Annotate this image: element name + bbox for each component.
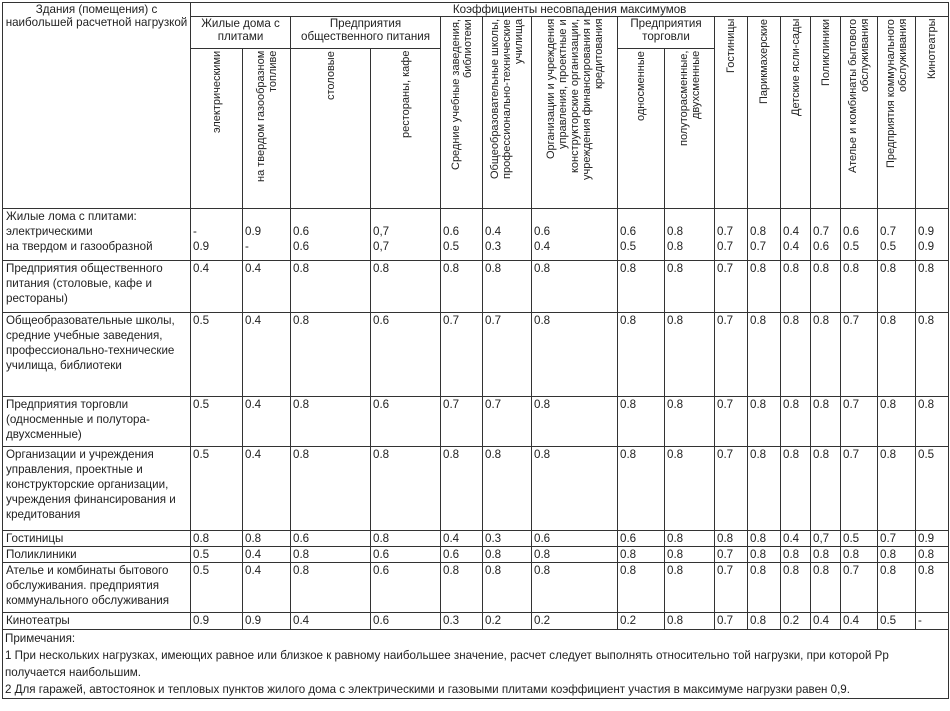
value-cell: 0.8 (748, 447, 781, 531)
value-cell: 0.8 (532, 313, 618, 397)
value-cell: 0.8 (665, 547, 715, 563)
value-cell: 0.2 (483, 613, 532, 630)
col-header-4: Средние учебные заведения, библиотеки (441, 17, 483, 209)
value-cell: 0.6 0.5 (618, 209, 665, 261)
value-cell: 0.7 (483, 313, 532, 397)
value-cell: 0.7 (715, 313, 748, 397)
col-header-14: Предприятия коммунального обслуживания (878, 17, 916, 209)
col-header-2: столовые (291, 49, 371, 209)
value-cell: 0.8 (532, 261, 618, 313)
value-cell: 0.5 (191, 563, 243, 613)
group-residential: Жилые дома с плитами (191, 17, 291, 49)
value-cell: 0.8 (291, 547, 371, 563)
row-label: Предприятия общественного питания (столовые, кафе и рестораны) (3, 261, 191, 313)
value-cell: 0.8 (811, 447, 841, 531)
col-header-12: Поликлиники (811, 17, 841, 209)
value-cell: 0.4 (811, 613, 841, 630)
value-cell: 0.8 (916, 397, 949, 447)
value-cell: 0,7 0,7 (371, 209, 441, 261)
value-cell: 0.8 (291, 447, 371, 531)
value-cell: 0.6 0.6 (291, 209, 371, 261)
col-header-1: на твердом газообразном топливе (243, 49, 291, 209)
value-cell: 0.8 (878, 547, 916, 563)
value-cell: 0.5 (191, 313, 243, 397)
value-cell: 0.4 (243, 313, 291, 397)
value-cell: 0.8 (916, 547, 949, 563)
row-label: Общеобразовательные школы, средние учебные заведения, профессионально-технические училища, библиотеки (3, 313, 191, 397)
value-cell: 0.4 0.4 (781, 209, 811, 261)
value-cell: 0.8 (291, 261, 371, 313)
value-cell: 0.7 (483, 397, 532, 447)
col-header-11: Детские ясли-сады (781, 17, 811, 209)
value-cell: 0.7 (878, 531, 916, 547)
value-cell: 0.8 (748, 313, 781, 397)
value-cell: 0.6 (618, 531, 665, 547)
table-row (3, 313, 949, 397)
value-cell: 0.6 (371, 613, 441, 630)
value-cell: 0.8 (665, 613, 715, 630)
value-cell: 0.9 - (243, 209, 291, 261)
value-cell: 0.9 (916, 531, 949, 547)
value-cell: 0.8 (243, 531, 291, 547)
value-cell: 0.8 0.8 (665, 209, 715, 261)
row-label: Ателье и комбинаты бытового обслуживания. предприятия коммунального обслуживания (3, 563, 191, 613)
value-cell: 0.8 (811, 397, 841, 447)
value-cell: 0.6 0.5 (841, 209, 878, 261)
value-cell: 0.7 (841, 563, 878, 613)
value-cell: 0.7 (715, 447, 748, 531)
value-cell: 0.8 (781, 261, 811, 313)
table-row (3, 261, 949, 313)
value-cell: 0.6 (532, 531, 618, 547)
notes (3, 630, 949, 699)
value-cell: 0.8 (916, 313, 949, 397)
value-cell: 0.8 (748, 397, 781, 447)
value-cell: 0.8 (715, 531, 748, 547)
value-cell: 0.8 (441, 563, 483, 613)
col-header-15: Кинотеатры (916, 17, 949, 209)
value-cell: 0.7 (715, 547, 748, 563)
value-cell: 0.4 (243, 261, 291, 313)
value-cell: 0.8 (811, 547, 841, 563)
value-cell: 0.8 (781, 313, 811, 397)
value-cell: 0.5 (878, 613, 916, 630)
value-cell: 0.8 (532, 547, 618, 563)
value-cell: 0.8 (781, 563, 811, 613)
note-n2: 2 Для гаражей, автостоянок и тепловых пунктов жилого дома с электрическими и газовыми плитами коэффициент участия в максимуме нагрузки равен 0,9. (5, 683, 850, 696)
value-cell: 0.8 (371, 447, 441, 531)
value-cell: 0.8 (811, 563, 841, 613)
row-label: Организации и учреждения управления, проектные и конструкторские организации, учреждения финансирования и кредитования (3, 447, 191, 531)
value-cell: 0.4 (441, 531, 483, 547)
col-header-10: Парикмахерские (748, 17, 781, 209)
value-cell: 0.8 (841, 261, 878, 313)
value-cell: 0.6 (371, 313, 441, 397)
value-cell: 0.4 (243, 563, 291, 613)
value-cell: 0.8 0.7 (748, 209, 781, 261)
value-cell: 0.8 (878, 563, 916, 613)
col-header-3: рестораны, кафе (371, 49, 441, 209)
value-cell: 0.9 0.9 (916, 209, 949, 261)
value-cell: 0.4 (781, 531, 811, 547)
value-cell: 0.4 0.3 (483, 209, 532, 261)
value-cell: 0.4 (191, 261, 243, 313)
value-cell: 0.6 0.5 (441, 209, 483, 261)
value-cell: 0.5 (191, 547, 243, 563)
value-cell: 0.8 (532, 563, 618, 613)
value-cell: 0.7 (715, 563, 748, 613)
value-cell: - (916, 613, 949, 630)
value-cell: 0.8 (665, 447, 715, 531)
value-cell: 0.8 (291, 397, 371, 447)
value-cell: 0.6 (291, 531, 371, 547)
value-cell: 0.8 (841, 547, 878, 563)
value-cell: 0.8 (291, 313, 371, 397)
table-row (3, 447, 949, 531)
table-row (3, 563, 949, 613)
value-cell: 0.8 (665, 313, 715, 397)
value-cell: - 0.9 (191, 209, 243, 261)
row-label: Кинотеатры (3, 613, 191, 630)
value-cell: 0.7 (841, 397, 878, 447)
value-cell: 0.8 (878, 313, 916, 397)
value-cell: 0.8 (483, 563, 532, 613)
value-cell: 0.7 (841, 313, 878, 397)
value-cell: 0.4 (243, 547, 291, 563)
value-cell: 0.8 (748, 531, 781, 547)
value-cell: 0.5 (916, 447, 949, 531)
value-cell: 0.8 (748, 261, 781, 313)
value-cell: 0.8 (748, 613, 781, 630)
value-cell: 0.2 (532, 613, 618, 630)
value-cell: 0.5 (191, 397, 243, 447)
value-cell: 0.4 (291, 613, 371, 630)
value-cell: 0.8 (483, 547, 532, 563)
table-row (3, 547, 949, 563)
value-cell: 0.3 (483, 531, 532, 547)
note-title: Примечания: (5, 632, 76, 645)
value-cell: 0.8 (878, 261, 916, 313)
value-cell: 0.8 (618, 563, 665, 613)
value-cell: 0.6 0.4 (532, 209, 618, 261)
value-cell: 0.7 (841, 447, 878, 531)
value-cell: 0.9 (191, 613, 243, 630)
note-n1: 1 При нескольких нагрузках, имеющих равное или близкое к равному наибольшее значение, расчет следует выполнять относительно той нагрузки, при которой Рр получается наибольшим. (5, 649, 889, 679)
value-cell: 0.8 (618, 547, 665, 563)
col-header-5: Общеобразовательные школы, профессионально-технические училища (483, 17, 532, 209)
value-cell: 0.7 (441, 313, 483, 397)
value-cell: 0.8 (618, 313, 665, 397)
notes-row (3, 630, 949, 699)
value-cell: 0.8 (878, 397, 916, 447)
value-cell: 0.7 (715, 397, 748, 447)
value-cell: 0.6 (371, 397, 441, 447)
value-cell: 0.7 (441, 397, 483, 447)
value-cell: 0.8 (371, 531, 441, 547)
value-cell: 0.8 (665, 563, 715, 613)
col-header-7: односменные (618, 49, 665, 209)
row-label: Гостиницы (3, 531, 191, 547)
value-cell: 0.8 (665, 531, 715, 547)
coefficients-table (2, 2, 949, 699)
value-cell: 0.8 (618, 261, 665, 313)
value-cell: 0.6 (371, 563, 441, 613)
value-cell: 0.8 (532, 447, 618, 531)
value-cell: 0.3 (441, 613, 483, 630)
row-label: Предприятия торговли (односменные и полутора-двухсменные) (3, 397, 191, 447)
value-cell: 0.8 (811, 313, 841, 397)
value-cell: 0.8 (191, 531, 243, 547)
value-cell: 0.8 (532, 397, 618, 447)
value-cell: 0.8 (878, 447, 916, 531)
value-cell: 0.8 (618, 397, 665, 447)
value-cell: 0.7 (715, 261, 748, 313)
col-header-0: электрическими (191, 49, 243, 209)
value-cell: 0.8 (781, 397, 811, 447)
value-cell: 0.4 (841, 613, 878, 630)
col-header-9: Гостиницы (715, 17, 748, 209)
table-row (3, 531, 949, 547)
corner-header: Здания (помещения) с наибольшей расчетной нагрузкой (3, 3, 191, 209)
value-cell: 0.8 (781, 547, 811, 563)
value-cell: 0.8 (781, 447, 811, 531)
value-cell: 0.6 (441, 547, 483, 563)
value-cell: 0.7 (715, 613, 748, 630)
value-cell: 0.5 (191, 447, 243, 531)
main-header: Коэффициенты несовпадения максимумов (191, 3, 949, 17)
value-cell: 0.8 (748, 547, 781, 563)
table-row (3, 397, 949, 447)
col-header-6: Организации и учреждения управления, проектные и конструкторские организации, учреждения финансирования и кредитования (532, 17, 618, 209)
group-trade: Предприятия торговли (618, 17, 715, 49)
value-cell: 0.2 (618, 613, 665, 630)
value-cell: 0.8 (811, 261, 841, 313)
value-cell: 0.8 (483, 447, 532, 531)
value-cell: 0.8 (618, 447, 665, 531)
value-cell: 0.8 (291, 563, 371, 613)
value-cell: 0.8 (748, 563, 781, 613)
value-cell: 0.4 (243, 447, 291, 531)
group-catering: Предприятия общественного питания (291, 17, 441, 49)
table-row (3, 613, 949, 630)
col-header-13: Ателье и комбинаты бытового обслуживания (841, 17, 878, 209)
value-cell: 0.9 (243, 613, 291, 630)
value-cell: 0.8 (916, 563, 949, 613)
row-label: Жилые лома с плитами: электрическими на твердом и газообразной (3, 209, 191, 261)
value-cell: 0.7 0.6 (811, 209, 841, 261)
value-cell: 0.6 (371, 547, 441, 563)
col-header-8: полуторасменные, двухсменные (665, 49, 715, 209)
table-row (3, 209, 949, 261)
value-cell: 0.8 (371, 261, 441, 313)
value-cell: 0.8 (441, 447, 483, 531)
value-cell: 0.8 (916, 261, 949, 313)
value-cell: 0.5 (841, 531, 878, 547)
value-cell: 0.7 0.5 (878, 209, 916, 261)
row-label: Поликлиники (3, 547, 191, 563)
value-cell: 0.8 (665, 261, 715, 313)
value-cell: 0,7 (811, 531, 841, 547)
value-cell: 0.8 (441, 261, 483, 313)
value-cell: 0.2 (781, 613, 811, 630)
value-cell: 0.8 (483, 261, 532, 313)
value-cell: 0.7 0.7 (715, 209, 748, 261)
value-cell: 0.4 (243, 397, 291, 447)
value-cell: 0.8 (665, 397, 715, 447)
